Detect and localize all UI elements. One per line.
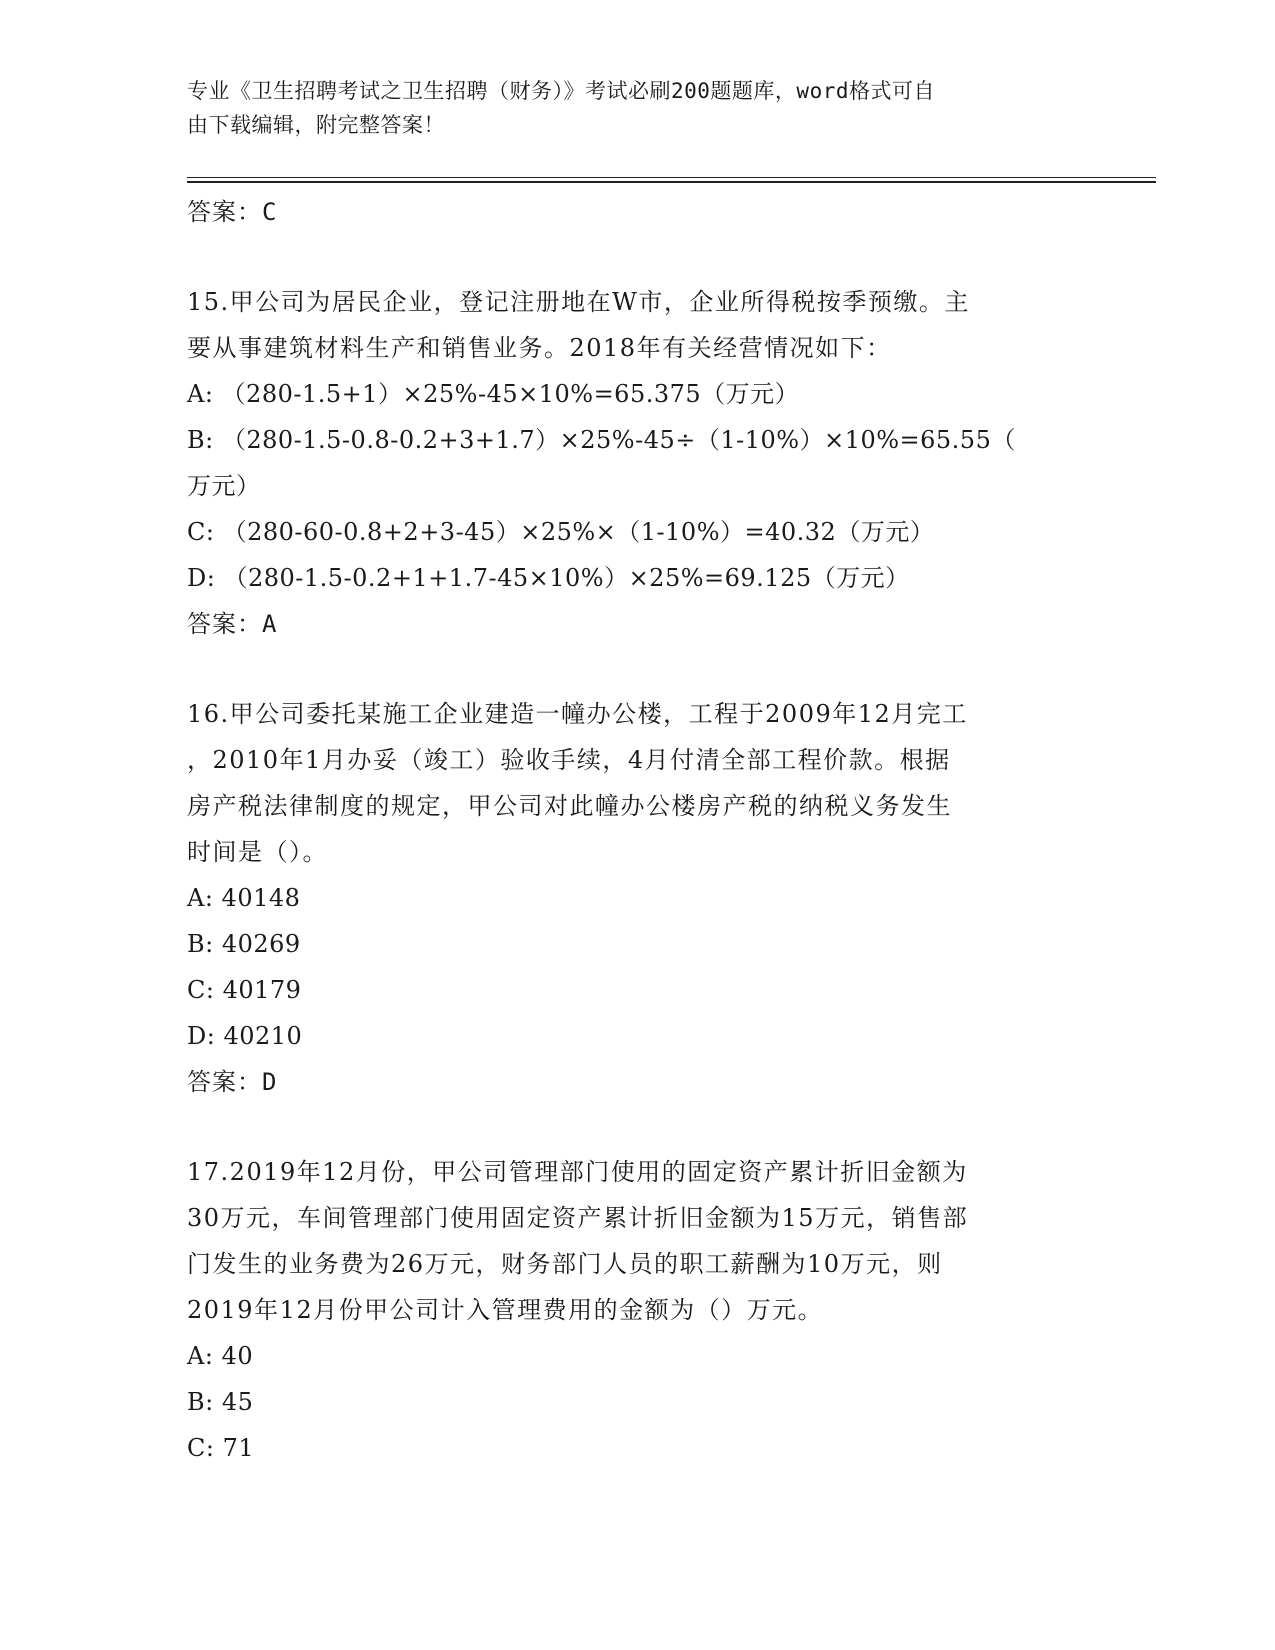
option-b: B: 45: [187, 1388, 254, 1416]
option-d: D: 40210: [187, 1022, 303, 1050]
option-d: D: （280-1.5-0.2+1+1.7-45×10%）×25%=69.125（万元）: [187, 564, 910, 592]
question-17: [187, 1149, 1087, 1471]
option-b: B: 40269: [187, 930, 301, 958]
question-text-line: 时间是（）。: [187, 838, 328, 866]
question-text-line: 2019年12月份甲公司计入管理费用的金额为（）万元。: [187, 1296, 824, 1324]
question-text-line: 17.2019年12月份，甲公司管理部门使用的固定资产累计折旧金额为: [187, 1158, 968, 1186]
option-a: A: 40: [187, 1342, 254, 1370]
option-c: C: 40179: [187, 976, 302, 1004]
previous-answer: 答案：C: [187, 198, 278, 226]
document-body: [187, 189, 1087, 1471]
question-text-line: 15.甲公司为居民企业，登记注册地在W市，企业所得税按季预缴。主: [187, 288, 970, 316]
question-15: [187, 279, 1087, 647]
option-a: A: （280-1.5+1）×25%-45×10%=65.375（万元）: [187, 380, 800, 408]
question-16-text: [187, 691, 1087, 875]
question-text-line: 30万元，车间管理部门使用固定资产累计折旧金额为15万元，销售部: [187, 1204, 969, 1232]
option-c: C: 71: [187, 1434, 255, 1462]
question-16: [187, 691, 1087, 1105]
question-text-line: 房产税法律制度的规定，甲公司对此幢办公楼房产税的纳税义务发生: [187, 792, 952, 820]
question-text-line: 门发生的业务费为26万元，财务部门人员的职工薪酬为10万元，则: [187, 1250, 943, 1278]
spacer: [187, 647, 1087, 691]
header-line-2: 由下载编辑，附完整答案！: [187, 113, 445, 137]
option-a: A: 40148: [187, 884, 301, 912]
header-divider-thick: [187, 181, 1156, 183]
spacer: [187, 235, 1087, 279]
header-divider-thin: [187, 177, 1156, 178]
answer: 答案：A: [187, 610, 278, 638]
question-15-text: [187, 279, 1087, 371]
question-text-line: 要从事建筑材料生产和销售业务。2018年有关经营情况如下：: [187, 334, 892, 362]
option-b: B: （280-1.5-0.8-0.2+3+1.7）×25%-45÷（1-10%）×10%=65.55（: [187, 426, 1016, 454]
option-b-continued: 万元）: [187, 472, 261, 500]
question-text-line: ，2010年1月办妥（竣工）验收手续，4月付清全部工程价款。根据: [187, 746, 951, 774]
option-c: C: （280-60-0.8+2+3-45）×25%×（1-10%）=40.32（万元）: [187, 518, 935, 546]
document-header: [187, 74, 1067, 142]
answer: 答案：D: [187, 1068, 278, 1096]
question-17-text: [187, 1149, 1087, 1333]
spacer: [187, 1105, 1087, 1149]
header-line-1: 专业《卫生招聘考试之卫生招聘（财务）》考试必刷200题题库，word格式可自: [187, 79, 935, 103]
question-text-line: 16.甲公司委托某施工企业建造一幢办公楼，工程于2009年12月完工: [187, 700, 968, 728]
